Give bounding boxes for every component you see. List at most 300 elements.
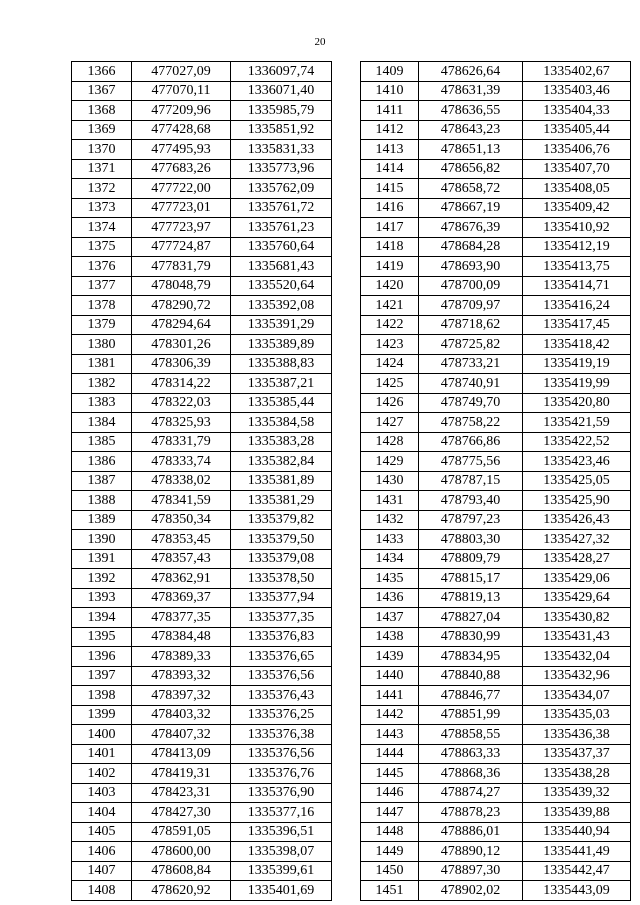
x-coordinate-cell: 478846,77 bbox=[419, 686, 523, 706]
point-number-cell: 1436 bbox=[361, 588, 419, 608]
table-row bbox=[361, 315, 631, 335]
table-row bbox=[361, 861, 631, 881]
x-coordinate-cell: 478419,31 bbox=[132, 764, 231, 784]
table-row bbox=[72, 627, 332, 647]
point-number-cell: 1373 bbox=[72, 198, 132, 218]
x-coordinate-cell: 478357,43 bbox=[132, 549, 231, 569]
point-number-cell: 1433 bbox=[361, 530, 419, 550]
table-row bbox=[361, 783, 631, 803]
point-number-cell: 1398 bbox=[72, 686, 132, 706]
x-coordinate-cell: 478397,32 bbox=[132, 686, 231, 706]
x-coordinate-cell: 478725,82 bbox=[419, 335, 523, 355]
y-coordinate-cell: 1335382,84 bbox=[231, 452, 332, 472]
x-coordinate-cell: 478827,04 bbox=[419, 608, 523, 628]
table-row bbox=[72, 335, 332, 355]
y-coordinate-cell: 1335417,45 bbox=[523, 315, 631, 335]
point-number-cell: 1414 bbox=[361, 159, 419, 179]
x-coordinate-cell: 478819,13 bbox=[419, 588, 523, 608]
table-row bbox=[361, 452, 631, 472]
x-coordinate-cell: 478890,12 bbox=[419, 842, 523, 862]
point-number-cell: 1369 bbox=[72, 120, 132, 140]
y-coordinate-cell: 1335405,44 bbox=[523, 120, 631, 140]
y-coordinate-cell: 1335407,70 bbox=[523, 159, 631, 179]
x-coordinate-cell: 478858,55 bbox=[419, 725, 523, 745]
point-number-cell: 1392 bbox=[72, 569, 132, 589]
table-row bbox=[72, 140, 332, 160]
y-coordinate-cell: 1335376,56 bbox=[231, 744, 332, 764]
x-coordinate-cell: 478700,09 bbox=[419, 276, 523, 296]
table-row bbox=[72, 276, 332, 296]
x-coordinate-cell: 478676,39 bbox=[419, 218, 523, 238]
y-coordinate-cell: 1335681,43 bbox=[231, 257, 332, 277]
y-coordinate-cell: 1335412,19 bbox=[523, 237, 631, 257]
table-row bbox=[361, 666, 631, 686]
x-coordinate-cell: 478815,17 bbox=[419, 569, 523, 589]
x-coordinate-cell: 478608,84 bbox=[132, 861, 231, 881]
y-coordinate-cell: 1335376,83 bbox=[231, 627, 332, 647]
point-number-cell: 1375 bbox=[72, 237, 132, 257]
point-number-cell: 1367 bbox=[72, 81, 132, 101]
point-number-cell: 1434 bbox=[361, 549, 419, 569]
y-coordinate-cell: 1335436,38 bbox=[523, 725, 631, 745]
point-number-cell: 1427 bbox=[361, 413, 419, 433]
point-number-cell: 1377 bbox=[72, 276, 132, 296]
point-number-cell: 1446 bbox=[361, 783, 419, 803]
table-row bbox=[361, 101, 631, 121]
x-coordinate-cell: 478403,32 bbox=[132, 705, 231, 725]
table-row bbox=[361, 647, 631, 667]
point-number-cell: 1440 bbox=[361, 666, 419, 686]
y-coordinate-cell: 1335520,64 bbox=[231, 276, 332, 296]
table-row bbox=[72, 257, 332, 277]
point-number-cell: 1447 bbox=[361, 803, 419, 823]
y-coordinate-cell: 1335985,79 bbox=[231, 101, 332, 121]
y-coordinate-cell: 1335438,28 bbox=[523, 764, 631, 784]
y-coordinate-cell: 1335425,05 bbox=[523, 471, 631, 491]
table-row bbox=[361, 588, 631, 608]
x-coordinate-cell: 478350,34 bbox=[132, 510, 231, 530]
y-coordinate-cell: 1335387,21 bbox=[231, 374, 332, 394]
y-coordinate-cell: 1335429,06 bbox=[523, 569, 631, 589]
x-coordinate-cell: 477495,93 bbox=[132, 140, 231, 160]
point-number-cell: 1445 bbox=[361, 764, 419, 784]
y-coordinate-cell: 1335851,92 bbox=[231, 120, 332, 140]
x-coordinate-cell: 477683,26 bbox=[132, 159, 231, 179]
table-row bbox=[72, 569, 332, 589]
x-coordinate-cell: 477722,00 bbox=[132, 179, 231, 199]
x-coordinate-cell: 478658,72 bbox=[419, 179, 523, 199]
point-number-cell: 1411 bbox=[361, 101, 419, 121]
y-coordinate-cell: 1335431,43 bbox=[523, 627, 631, 647]
y-coordinate-cell: 1335383,28 bbox=[231, 432, 332, 452]
table-row bbox=[361, 159, 631, 179]
y-coordinate-cell: 1336071,40 bbox=[231, 81, 332, 101]
table-row bbox=[361, 744, 631, 764]
table-row bbox=[72, 744, 332, 764]
table-row bbox=[361, 81, 631, 101]
table-row bbox=[72, 393, 332, 413]
point-number-cell: 1430 bbox=[361, 471, 419, 491]
point-number-cell: 1366 bbox=[72, 62, 132, 82]
x-coordinate-cell: 478740,91 bbox=[419, 374, 523, 394]
point-number-cell: 1407 bbox=[72, 861, 132, 881]
point-number-cell: 1380 bbox=[72, 335, 132, 355]
x-coordinate-cell: 478651,13 bbox=[419, 140, 523, 160]
y-coordinate-cell: 1335419,99 bbox=[523, 374, 631, 394]
table-row bbox=[361, 705, 631, 725]
x-coordinate-cell: 478341,59 bbox=[132, 491, 231, 511]
point-number-cell: 1437 bbox=[361, 608, 419, 628]
y-coordinate-cell: 1335376,25 bbox=[231, 705, 332, 725]
point-number-cell: 1444 bbox=[361, 744, 419, 764]
table-row bbox=[361, 627, 631, 647]
x-coordinate-cell: 478787,15 bbox=[419, 471, 523, 491]
point-number-cell: 1405 bbox=[72, 822, 132, 842]
table-row bbox=[361, 374, 631, 394]
y-coordinate-cell: 1335408,05 bbox=[523, 179, 631, 199]
x-coordinate-cell: 478626,64 bbox=[419, 62, 523, 82]
x-coordinate-cell: 477070,11 bbox=[132, 81, 231, 101]
point-number-cell: 1429 bbox=[361, 452, 419, 472]
table-row bbox=[361, 432, 631, 452]
y-coordinate-cell: 1335428,27 bbox=[523, 549, 631, 569]
y-coordinate-cell: 1335376,65 bbox=[231, 647, 332, 667]
x-coordinate-cell: 477723,01 bbox=[132, 198, 231, 218]
x-coordinate-cell: 478809,79 bbox=[419, 549, 523, 569]
x-coordinate-cell: 478874,27 bbox=[419, 783, 523, 803]
point-number-cell: 1423 bbox=[361, 335, 419, 355]
y-coordinate-cell: 1335388,83 bbox=[231, 354, 332, 374]
y-coordinate-cell: 1335385,44 bbox=[231, 393, 332, 413]
table-row bbox=[72, 237, 332, 257]
table-row bbox=[361, 276, 631, 296]
x-coordinate-cell: 478897,30 bbox=[419, 861, 523, 881]
y-coordinate-cell: 1335429,64 bbox=[523, 588, 631, 608]
table-row bbox=[361, 140, 631, 160]
x-coordinate-cell: 478718,62 bbox=[419, 315, 523, 335]
y-coordinate-cell: 1335396,51 bbox=[231, 822, 332, 842]
table-row bbox=[361, 569, 631, 589]
y-coordinate-cell: 1335379,82 bbox=[231, 510, 332, 530]
point-number-cell: 1370 bbox=[72, 140, 132, 160]
y-coordinate-cell: 1335402,67 bbox=[523, 62, 631, 82]
point-number-cell: 1386 bbox=[72, 452, 132, 472]
table-row bbox=[72, 842, 332, 862]
table-row bbox=[72, 432, 332, 452]
point-number-cell: 1389 bbox=[72, 510, 132, 530]
coordinates-table-right bbox=[360, 61, 631, 901]
table-row bbox=[361, 198, 631, 218]
table-row bbox=[361, 354, 631, 374]
point-number-cell: 1408 bbox=[72, 881, 132, 901]
y-coordinate-cell: 1335392,08 bbox=[231, 296, 332, 316]
x-coordinate-cell: 478656,82 bbox=[419, 159, 523, 179]
y-coordinate-cell: 1335761,23 bbox=[231, 218, 332, 238]
x-coordinate-cell: 478600,00 bbox=[132, 842, 231, 862]
x-coordinate-cell: 478407,32 bbox=[132, 725, 231, 745]
y-coordinate-cell: 1335413,75 bbox=[523, 257, 631, 277]
x-coordinate-cell: 478766,86 bbox=[419, 432, 523, 452]
point-number-cell: 1432 bbox=[361, 510, 419, 530]
x-coordinate-cell: 477724,87 bbox=[132, 237, 231, 257]
table-row bbox=[72, 803, 332, 823]
y-coordinate-cell: 1335762,09 bbox=[231, 179, 332, 199]
point-number-cell: 1441 bbox=[361, 686, 419, 706]
table-row bbox=[72, 471, 332, 491]
y-coordinate-cell: 1335443,09 bbox=[523, 881, 631, 901]
y-coordinate-cell: 1335376,43 bbox=[231, 686, 332, 706]
table-row bbox=[72, 120, 332, 140]
y-coordinate-cell: 1335420,80 bbox=[523, 393, 631, 413]
table-row bbox=[72, 530, 332, 550]
table-row bbox=[361, 296, 631, 316]
point-number-cell: 1376 bbox=[72, 257, 132, 277]
table-row bbox=[361, 608, 631, 628]
point-number-cell: 1402 bbox=[72, 764, 132, 784]
point-number-cell: 1425 bbox=[361, 374, 419, 394]
x-coordinate-cell: 478362,91 bbox=[132, 569, 231, 589]
x-coordinate-cell: 478631,39 bbox=[419, 81, 523, 101]
y-coordinate-cell: 1335409,42 bbox=[523, 198, 631, 218]
table-row bbox=[361, 413, 631, 433]
x-coordinate-cell: 478384,48 bbox=[132, 627, 231, 647]
point-number-cell: 1431 bbox=[361, 491, 419, 511]
table-row bbox=[361, 62, 631, 82]
table-row bbox=[361, 549, 631, 569]
x-coordinate-cell: 478423,31 bbox=[132, 783, 231, 803]
x-coordinate-cell: 478775,56 bbox=[419, 452, 523, 472]
y-coordinate-cell: 1335418,42 bbox=[523, 335, 631, 355]
x-coordinate-cell: 478797,23 bbox=[419, 510, 523, 530]
table-row bbox=[361, 335, 631, 355]
x-coordinate-cell: 478793,40 bbox=[419, 491, 523, 511]
point-number-cell: 1428 bbox=[361, 432, 419, 452]
x-coordinate-cell: 478830,99 bbox=[419, 627, 523, 647]
y-coordinate-cell: 1335398,07 bbox=[231, 842, 332, 862]
table-row bbox=[72, 822, 332, 842]
point-number-cell: 1416 bbox=[361, 198, 419, 218]
point-number-cell: 1394 bbox=[72, 608, 132, 628]
point-number-cell: 1400 bbox=[72, 725, 132, 745]
point-number-cell: 1406 bbox=[72, 842, 132, 862]
table-row bbox=[361, 686, 631, 706]
table-row bbox=[72, 647, 332, 667]
table-row bbox=[72, 81, 332, 101]
point-number-cell: 1415 bbox=[361, 179, 419, 199]
table-row bbox=[72, 179, 332, 199]
table-row bbox=[72, 686, 332, 706]
table-row bbox=[72, 296, 332, 316]
table-row bbox=[72, 101, 332, 121]
point-number-cell: 1397 bbox=[72, 666, 132, 686]
table-row bbox=[72, 413, 332, 433]
x-coordinate-cell: 478803,30 bbox=[419, 530, 523, 550]
y-coordinate-cell: 1335434,07 bbox=[523, 686, 631, 706]
table-row bbox=[72, 62, 332, 82]
point-number-cell: 1404 bbox=[72, 803, 132, 823]
x-coordinate-cell: 477428,68 bbox=[132, 120, 231, 140]
x-coordinate-cell: 478709,97 bbox=[419, 296, 523, 316]
point-number-cell: 1383 bbox=[72, 393, 132, 413]
table-row bbox=[361, 491, 631, 511]
y-coordinate-cell: 1335423,46 bbox=[523, 452, 631, 472]
page-number: 20 bbox=[314, 36, 326, 48]
y-coordinate-cell: 1335379,08 bbox=[231, 549, 332, 569]
table-row bbox=[72, 315, 332, 335]
x-coordinate-cell: 478667,19 bbox=[419, 198, 523, 218]
y-coordinate-cell: 1335419,19 bbox=[523, 354, 631, 374]
x-coordinate-cell: 477831,79 bbox=[132, 257, 231, 277]
x-coordinate-cell: 478325,93 bbox=[132, 413, 231, 433]
table-row bbox=[72, 374, 332, 394]
point-number-cell: 1391 bbox=[72, 549, 132, 569]
point-number-cell: 1374 bbox=[72, 218, 132, 238]
point-number-cell: 1409 bbox=[361, 62, 419, 82]
table-row bbox=[72, 159, 332, 179]
point-number-cell: 1450 bbox=[361, 861, 419, 881]
y-coordinate-cell: 1335831,33 bbox=[231, 140, 332, 160]
x-coordinate-cell: 478393,32 bbox=[132, 666, 231, 686]
point-number-cell: 1382 bbox=[72, 374, 132, 394]
table-row bbox=[361, 822, 631, 842]
point-number-cell: 1439 bbox=[361, 647, 419, 667]
y-coordinate-cell: 1335376,90 bbox=[231, 783, 332, 803]
point-number-cell: 1385 bbox=[72, 432, 132, 452]
x-coordinate-cell: 478306,39 bbox=[132, 354, 231, 374]
table-row bbox=[361, 179, 631, 199]
point-number-cell: 1426 bbox=[361, 393, 419, 413]
x-coordinate-cell: 478643,23 bbox=[419, 120, 523, 140]
table-row bbox=[72, 666, 332, 686]
point-number-cell: 1395 bbox=[72, 627, 132, 647]
table-row bbox=[361, 764, 631, 784]
point-number-cell: 1451 bbox=[361, 881, 419, 901]
y-coordinate-cell: 1335404,33 bbox=[523, 101, 631, 121]
point-number-cell: 1372 bbox=[72, 179, 132, 199]
y-coordinate-cell: 1335376,76 bbox=[231, 764, 332, 784]
table-row bbox=[361, 218, 631, 238]
x-coordinate-cell: 478314,22 bbox=[132, 374, 231, 394]
y-coordinate-cell: 1335422,52 bbox=[523, 432, 631, 452]
point-number-cell: 1443 bbox=[361, 725, 419, 745]
table-row bbox=[72, 783, 332, 803]
point-number-cell: 1368 bbox=[72, 101, 132, 121]
point-number-cell: 1413 bbox=[361, 140, 419, 160]
point-number-cell: 1379 bbox=[72, 315, 132, 335]
x-coordinate-cell: 478591,05 bbox=[132, 822, 231, 842]
table-row bbox=[361, 257, 631, 277]
x-coordinate-cell: 478851,99 bbox=[419, 705, 523, 725]
y-coordinate-cell: 1335439,88 bbox=[523, 803, 631, 823]
y-coordinate-cell: 1335403,46 bbox=[523, 81, 631, 101]
x-coordinate-cell: 478840,88 bbox=[419, 666, 523, 686]
y-coordinate-cell: 1335761,72 bbox=[231, 198, 332, 218]
y-coordinate-cell: 1335376,38 bbox=[231, 725, 332, 745]
table-row bbox=[361, 471, 631, 491]
y-coordinate-cell: 1335437,37 bbox=[523, 744, 631, 764]
table-row bbox=[361, 510, 631, 530]
point-number-cell: 1421 bbox=[361, 296, 419, 316]
point-number-cell: 1396 bbox=[72, 647, 132, 667]
y-coordinate-cell: 1335389,89 bbox=[231, 335, 332, 355]
x-coordinate-cell: 478427,30 bbox=[132, 803, 231, 823]
y-coordinate-cell: 1335441,49 bbox=[523, 842, 631, 862]
x-coordinate-cell: 478369,37 bbox=[132, 588, 231, 608]
table-row bbox=[72, 588, 332, 608]
y-coordinate-cell: 1335378,50 bbox=[231, 569, 332, 589]
y-coordinate-cell: 1335416,24 bbox=[523, 296, 631, 316]
y-coordinate-cell: 1335426,43 bbox=[523, 510, 631, 530]
table-row bbox=[72, 608, 332, 628]
y-coordinate-cell: 1335381,89 bbox=[231, 471, 332, 491]
x-coordinate-cell: 478878,23 bbox=[419, 803, 523, 823]
table-row bbox=[72, 861, 332, 881]
point-number-cell: 1401 bbox=[72, 744, 132, 764]
table-row bbox=[72, 510, 332, 530]
x-coordinate-cell: 478331,79 bbox=[132, 432, 231, 452]
point-number-cell: 1418 bbox=[361, 237, 419, 257]
point-number-cell: 1449 bbox=[361, 842, 419, 862]
y-coordinate-cell: 1335377,35 bbox=[231, 608, 332, 628]
x-coordinate-cell: 478338,02 bbox=[132, 471, 231, 491]
table-row bbox=[361, 725, 631, 745]
y-coordinate-cell: 1335377,16 bbox=[231, 803, 332, 823]
x-coordinate-cell: 478733,21 bbox=[419, 354, 523, 374]
x-coordinate-cell: 478749,70 bbox=[419, 393, 523, 413]
point-number-cell: 1384 bbox=[72, 413, 132, 433]
y-coordinate-cell: 1335410,92 bbox=[523, 218, 631, 238]
table-row bbox=[72, 218, 332, 238]
point-number-cell: 1410 bbox=[361, 81, 419, 101]
y-coordinate-cell: 1335399,61 bbox=[231, 861, 332, 881]
y-coordinate-cell: 1335773,96 bbox=[231, 159, 332, 179]
x-coordinate-cell: 478684,28 bbox=[419, 237, 523, 257]
coordinates-table-left bbox=[71, 61, 332, 901]
y-coordinate-cell: 1335430,82 bbox=[523, 608, 631, 628]
y-coordinate-cell: 1335435,03 bbox=[523, 705, 631, 725]
point-number-cell: 1422 bbox=[361, 315, 419, 335]
x-coordinate-cell: 478636,55 bbox=[419, 101, 523, 121]
x-coordinate-cell: 478902,02 bbox=[419, 881, 523, 901]
x-coordinate-cell: 478294,64 bbox=[132, 315, 231, 335]
point-number-cell: 1403 bbox=[72, 783, 132, 803]
point-number-cell: 1388 bbox=[72, 491, 132, 511]
x-coordinate-cell: 478834,95 bbox=[419, 647, 523, 667]
y-coordinate-cell: 1335427,32 bbox=[523, 530, 631, 550]
y-coordinate-cell: 1335414,71 bbox=[523, 276, 631, 296]
table-row bbox=[72, 198, 332, 218]
table-row bbox=[361, 237, 631, 257]
y-coordinate-cell: 1335376,56 bbox=[231, 666, 332, 686]
y-coordinate-cell: 1335440,94 bbox=[523, 822, 631, 842]
y-coordinate-cell: 1335442,47 bbox=[523, 861, 631, 881]
y-coordinate-cell: 1335439,32 bbox=[523, 783, 631, 803]
y-coordinate-cell: 1335381,29 bbox=[231, 491, 332, 511]
table-row bbox=[361, 393, 631, 413]
table-row bbox=[72, 491, 332, 511]
x-coordinate-cell: 478693,90 bbox=[419, 257, 523, 277]
x-coordinate-cell: 478353,45 bbox=[132, 530, 231, 550]
y-coordinate-cell: 1335760,64 bbox=[231, 237, 332, 257]
y-coordinate-cell: 1335391,29 bbox=[231, 315, 332, 335]
x-coordinate-cell: 478322,03 bbox=[132, 393, 231, 413]
point-number-cell: 1378 bbox=[72, 296, 132, 316]
table-row bbox=[72, 881, 332, 901]
point-number-cell: 1371 bbox=[72, 159, 132, 179]
table-row bbox=[72, 549, 332, 569]
x-coordinate-cell: 478333,74 bbox=[132, 452, 231, 472]
x-coordinate-cell: 477027,09 bbox=[132, 62, 231, 82]
